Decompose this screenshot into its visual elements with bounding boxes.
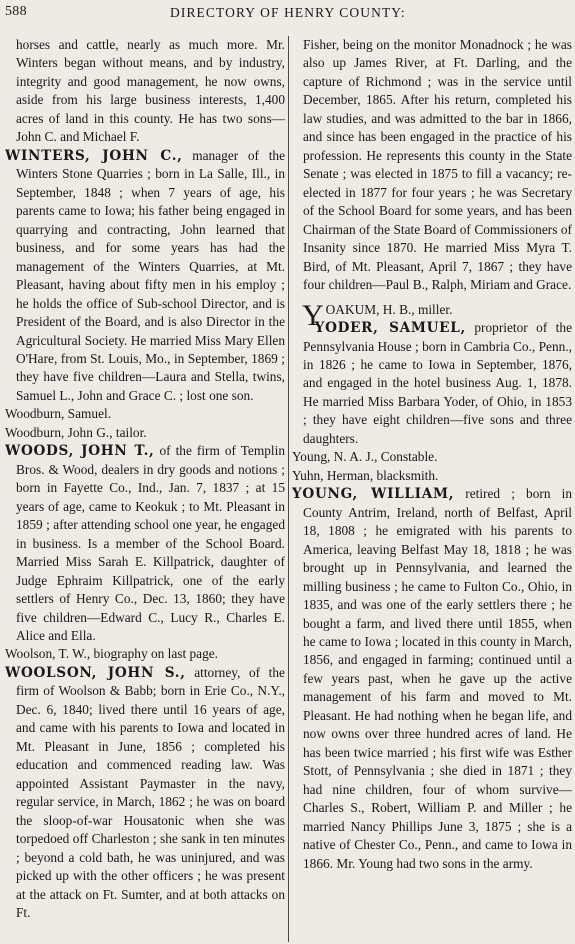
entry-text: OAKUM, H. B., miller.	[325, 301, 453, 317]
entry-name: WOOLSON, JOHN S.,	[5, 664, 186, 681]
section-dropcap: Y	[302, 298, 324, 332]
entry-continuation-woolson: Fisher, being on the monitor Monadnock ; he was also up James River, at Ft. Darling, and the capture of Richmond ; was in the service until December, 1865. After his return, completed his law studies, and was admitted to the bar in 1866, and since has been engaged in the practice of his profession. He represents this county in the State Senate ; was elected in 1875 to fill a vacancy; re-elected in 1877 for four years ; he was Secretary of the School Board for some years, and has been Chairman of the State Board of Commissioners of Insanity since 1870. He married Miss Myra T. Bird, of Mt. Pleasant, April 7, 1867 ; they have four children—Paul B., Ralph, Miriam and Grace.	[303, 37, 572, 293]
page-number: 588	[5, 4, 27, 19]
page-header	[0, 0, 575, 24]
entry-name: WINTERS, JOHN C.,	[5, 147, 183, 164]
entry-yoder-samuel	[292, 319, 572, 448]
entry-young-william	[292, 485, 572, 873]
right-column	[292, 36, 572, 944]
entry-name: WOODS, JOHN T.,	[5, 443, 155, 460]
entry-woods-john-t	[5, 442, 285, 645]
entry-text: attorney, of the firm of Woolson & Babb; born in Erie Co., N.Y., Dec. 6, 1840; lived there until 16 years of age, and came with his parents to Iowa and located in Mt. Pleasant in June, 1856 ; completed his education and commenced reading law. Was appointed Assistant Paymaster in the navy, regular service, in March, 1862 ; he was on board the sloop-of-war Housatonic when she was torpedoed off Charleston ; she sank in ten minutes ; beyond a cold bath, he was uninjured, and was picked up with the other officers ; he was present at the attack on Ft. Sumter, and at both attacks on Ft.	[16, 664, 285, 921]
entry-name: YODER, SAMUEL,	[314, 320, 466, 337]
column-divider	[288, 36, 289, 942]
entry-text: retired ; born in County Antrim, Ireland, north of Belfast, April 18, 1808 ; he emigrated with his parents to America, leaving Belfast May 18, 1818 ; he was brought up in Pennsylvania, and learned the milling business ; he came to Fulton Co., Ohio, in 1835, and was one of the early settlers there ; he bought a farm, and lived there until 1855, when he came to Iowa ; located in this county in March, 1856, and engaged in farming; continued until a few years past, when he gave up the active management of his farm and moved to Mt. Pleasant. He had nothing when he began life, and now owns over three hundred acres of land. He has been twice married ; his first wife was Esther Stott, of Pennsylvania ; she died in 1871 ; they had nine children, four of whom survive—Charles S., Robert, William P. and Miller ; he married Nancy Phillips June 3, 1875 ; she is a native of Chester Co., Penn., and came to Iowa in 1866. Mr. Young had two sons in the army.	[303, 486, 572, 871]
entry-continuation-winters: horses and cattle, nearly as much more. Mr. Winters began without means, and by industry, integrity and good management, he now owns, aside from his large business interests, 1,400 acres of land in this county. He has two sons—John C. and Michael F.	[16, 37, 285, 145]
left-column	[5, 36, 285, 944]
entry-woolson-t-w: Woolson, T. W., biography on last page.	[5, 646, 219, 662]
entry-yuhn-herman: Yuhn, Herman, blacksmith.	[292, 467, 439, 483]
entry-woodburn-samuel: Woodburn, Samuel.	[5, 406, 112, 422]
entry-young-n-a-j: Young, N. A. J., Constable.	[292, 449, 438, 465]
entry-winters-john-c	[5, 147, 285, 406]
entry-text: of the firm of Templin Bros. & Wood, dealers in dry goods and notions ; born in Fayette Co., Ind., Jan. 7, 1837 ; at 15 years of age, came to Keokuk ; to Mt. Pleasant in 1859 ; after attending school one year, he engaged in business. Is a member of the School Board. Married Miss Sarah E. Killpatrick, daughter of Judge Ephraim Killpatrick, one of the early settlers of Henry Co., Dec. 13, 1860; they have five children—Edward C., Lucy R., Charles E. Alice and Ella.	[16, 443, 285, 643]
entry-woodburn-john-g: Woodburn, John G., tailor.	[5, 424, 147, 440]
entry-text: manager of the Winters Stone Quarries ; born in La Salle, Ill., in September, 1848 ; when 7 years of age, his parents came to Iowa; his father being engaged in quarrying and contracting, John learned that business, and for some years has had the management of the Winters Quarries, at Mt. Pleasant, having about fifty men in his employ ; he holds the office of Sub-school Director, and is President of the Board, and is also Director in the Agricultural Society. He married Miss Mary Ellen O'Hare, from St. Louis, Mo., in September, 1869 ; they have five children—Laura and Stella, twins, Samuel L., John and Grace C. ; lost one son.	[16, 147, 285, 403]
running-title: DIRECTORY OF HENRY COUNTY:	[170, 5, 406, 20]
entry-text: proprietor of the Pennsylvania House ; born in Cambria Co., Penn., in 1826 ; he came to Iowa in September, 1876, and engaged in the hotel business Aug. 1, 1878. He married Miss Barbara Yoder, of Ohio, in 1853 ; they have eight children—five sons and three daughters.	[303, 320, 572, 446]
entry-name: YOUNG, WILLIAM,	[292, 486, 455, 503]
entry-woolson-john-s	[5, 664, 285, 923]
